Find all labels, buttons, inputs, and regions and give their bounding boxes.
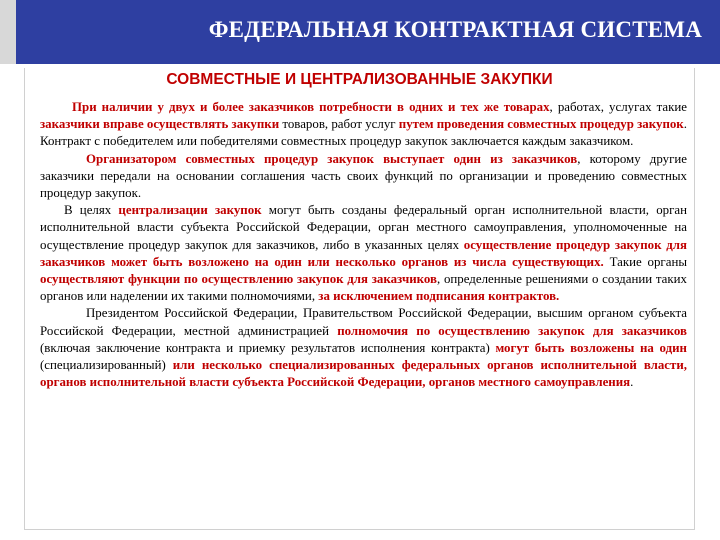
highlighted-text: полномочия по осуществлению закупок для заказчиков (337, 323, 687, 338)
body-text-segment: , работах, услугах такие (549, 100, 688, 114)
section-subtitle: СОВМЕСТНЫЕ И ЦЕНТРАЛИЗОВАННЫЕ ЗАКУПКИ (166, 71, 553, 88)
highlighted-text: Организатором совместных процедур закупок выступает один из заказчиков (86, 151, 578, 166)
highlighted-text: осуществляют функции по осуществлению закупок для заказчиков (40, 272, 438, 287)
body-text-segment: товаров, работ услуг (279, 117, 399, 132)
highlighted-text: путем проведения совместных процедур закупок (398, 117, 684, 132)
highlighted-text: могут быть возложены на один (495, 340, 687, 355)
highlighted-text: за исключением подписания контрактов. (318, 289, 560, 304)
paragraph (40, 99, 687, 151)
paragraph (40, 305, 687, 391)
body-text-segment: , которому другие заказчики передали на основании соглашения часть своих функций по организации и проведению совместных процедур закупок. (40, 151, 687, 201)
body-text-segment: Такие органы (603, 254, 687, 269)
body-text-segment: . (630, 375, 634, 390)
page-title: ФЕДЕРАЛЬНАЯ КОНТРАКТНАЯ СИСТЕМА (208, 17, 702, 42)
body-text-segment: могут быть созданы федеральный орган исполнительной власти, орган исполнительной власти субъекта Российской Федерации, орган местного самоуправления, уполномоченные на осуществление процедур закупок для заказчиков, либо в указанных целях (40, 203, 687, 252)
body-text-segment: Президентом Российской Федерации, Правительством Российской Федерации, высшим органом субъекта Российской Федерации, местной администрацией (40, 306, 687, 338)
body-text (40, 99, 687, 391)
body-text-segment: (специализированный) (40, 358, 173, 373)
highlighted-text: заказчики вправе осуществлять закупки (40, 117, 280, 132)
header-accent-strip (0, 0, 16, 64)
paragraph (40, 202, 687, 305)
highlighted-text: централизации закупок (118, 203, 262, 218)
body-text-segment: (включая заключение контракта и приемку результатов исполнения контракта) (40, 340, 496, 355)
body-text-segment: . Контракт с победителем или победителями совместных процедур закупок заключается каждым заказчиком. (40, 117, 687, 149)
highlighted-text: или несколько специализированных федеральных органов исполнительной власти, органов исполнительной власти субъекта Российской Федерации, органов местного самоуправления (40, 358, 687, 390)
highlighted-text: При наличии у двух и более заказчиков потребности в одних и тех же товарах (72, 100, 550, 114)
body-text-segment: В целях (64, 203, 119, 218)
body-text-segment: , определенные решениями о создании таких органов или наделении их такими полномочиями, (40, 272, 688, 304)
header-band (0, 0, 720, 64)
paragraph (40, 151, 687, 203)
highlighted-text: осуществление процедур закупок для заказчиков может быть возложено на один или несколько органов из числа существующих. (40, 237, 688, 269)
